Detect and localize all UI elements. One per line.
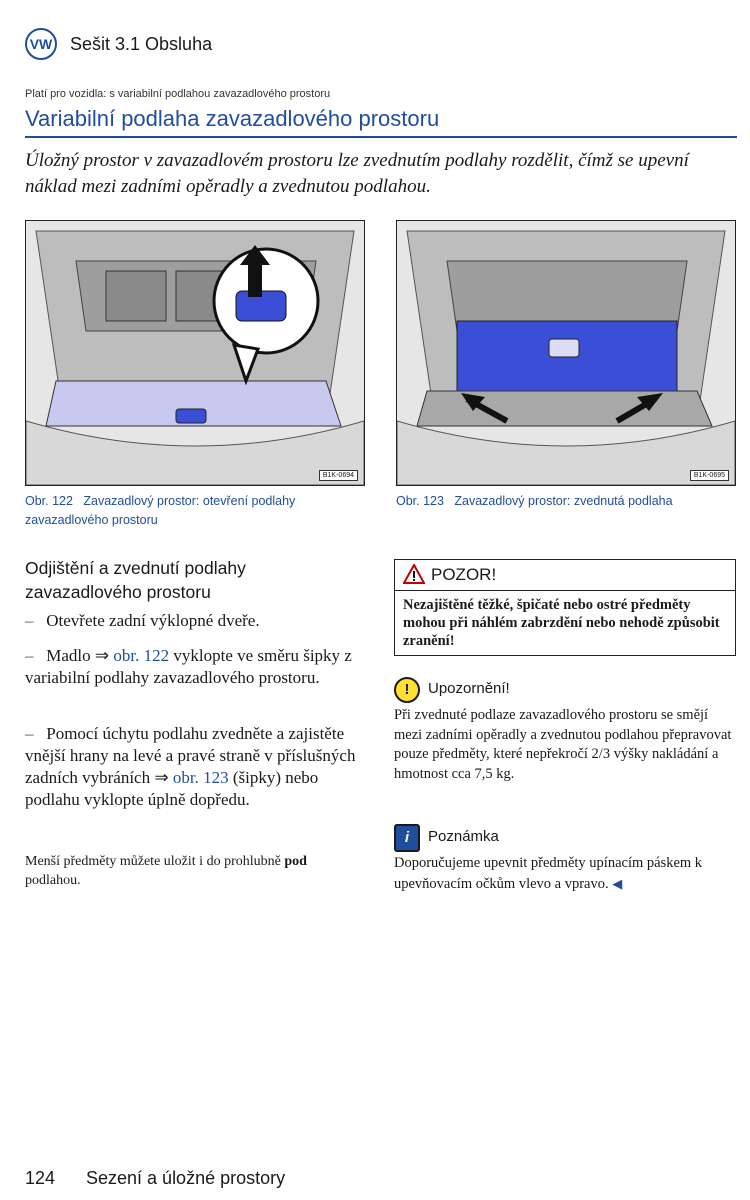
step-text: Madlo ⇒ (46, 646, 114, 665)
note-text: podlahou. (25, 873, 81, 888)
notice-heading (394, 678, 510, 700)
step-dash: – (25, 611, 34, 630)
applies-to-note: Platí pro vozidla: s variabilní podlahou zavazadlového prostoru (25, 88, 331, 100)
figure-123-caption (396, 492, 734, 511)
caption-text: Zavazadlový prostor: zvednutá podlaha (454, 494, 673, 508)
step-item (25, 645, 365, 689)
warning-title: POZOR! (431, 565, 497, 584)
figure-123 (396, 220, 736, 486)
exclamation-icon: ! (394, 677, 420, 703)
step-text: (šipky) nebo podlahu vyklopte úplně dopředu. (25, 768, 319, 809)
warning-header (395, 560, 735, 591)
intro-paragraph: Úložný prostor v zavazadlovém prostoru lze zvednutím podlahy rozdělit, čímž se upevní náklad mezi zadními opěradly a zvednutou podlahou. (25, 150, 689, 197)
info-title: Poznámka (428, 828, 499, 845)
trunk-floor-raised-illustration (397, 221, 735, 485)
figure-123-link[interactable]: obr. 123 (172, 768, 229, 787)
storage-note (25, 852, 365, 890)
step-dash: – (25, 646, 34, 665)
footer-title: Sezení a úložné prostory (86, 1168, 286, 1188)
note-text: Menší předměty můžete uložit i do prohlubně (25, 854, 285, 869)
step-text: vyklopte ve směru šipky z variabilní podlahy zavazadlového prostoru. (25, 646, 352, 687)
notice-title: Upozornění! (428, 680, 510, 697)
page-title: Variabilní podlaha zavazadlového prostoru (25, 106, 440, 131)
figure-122-caption (25, 492, 363, 530)
figure-122 (25, 220, 365, 486)
warning-text: Nezajištěné těžké, špičaté nebo ostré předměty mohou při náhlém zabrzdění nebo nehodě způsobit zranění! (403, 597, 720, 649)
section-heading: Odjištění a zvednutí podlahy zavazadlového prostoru (25, 558, 246, 602)
info-text (394, 854, 738, 894)
caption-number: Obr. 122 (25, 494, 73, 508)
step-item (25, 723, 365, 811)
end-marker-icon: ◀ (612, 875, 623, 891)
note-bold: pod (284, 854, 307, 869)
header-title: Sešit 3.1 Obsluha (70, 34, 213, 54)
info-body-text: Doporučujeme upevnit předměty upínacím páskem k upevňovacím očkům vlevo a vpravo. (394, 855, 703, 892)
warning-triangle-icon (403, 564, 425, 584)
step-item (25, 610, 365, 632)
vw-logo: VW (25, 28, 57, 60)
figure-code: B1K-0694 (319, 470, 358, 481)
caption-text: Zavazadlový prostor: otevření podlahy zavazadlového prostoru (25, 494, 296, 527)
step-text: Pomocí úchytu podlahu zvedněte a zajistěte vnější hrany na levé a pravé straně v příslušných zadních vybráních ⇒ (25, 724, 356, 787)
caption-number: Obr. 123 (396, 494, 444, 508)
figure-code: B1K-0695 (690, 470, 729, 481)
trunk-floor-open-illustration (26, 221, 364, 485)
info-icon: i (394, 824, 420, 852)
notice-text: Při zvednuté podlaze zavazadlového prostoru se smějí mezi zadními opěradly a zvednutou podlahou přepravovat pouze předměty, které nepřekročí 2/3 výšky nakládání a hmotnost cca 7,5 kg. (394, 707, 732, 782)
step-dash: – (25, 724, 34, 743)
title-divider (25, 136, 737, 138)
info-heading (394, 826, 499, 848)
figure-122-link[interactable]: obr. 122 (113, 646, 170, 665)
page-number: 124 (25, 1168, 56, 1188)
warning-box (394, 559, 736, 656)
step-text: Otevřete zadní výklopné dveře. (46, 611, 260, 630)
